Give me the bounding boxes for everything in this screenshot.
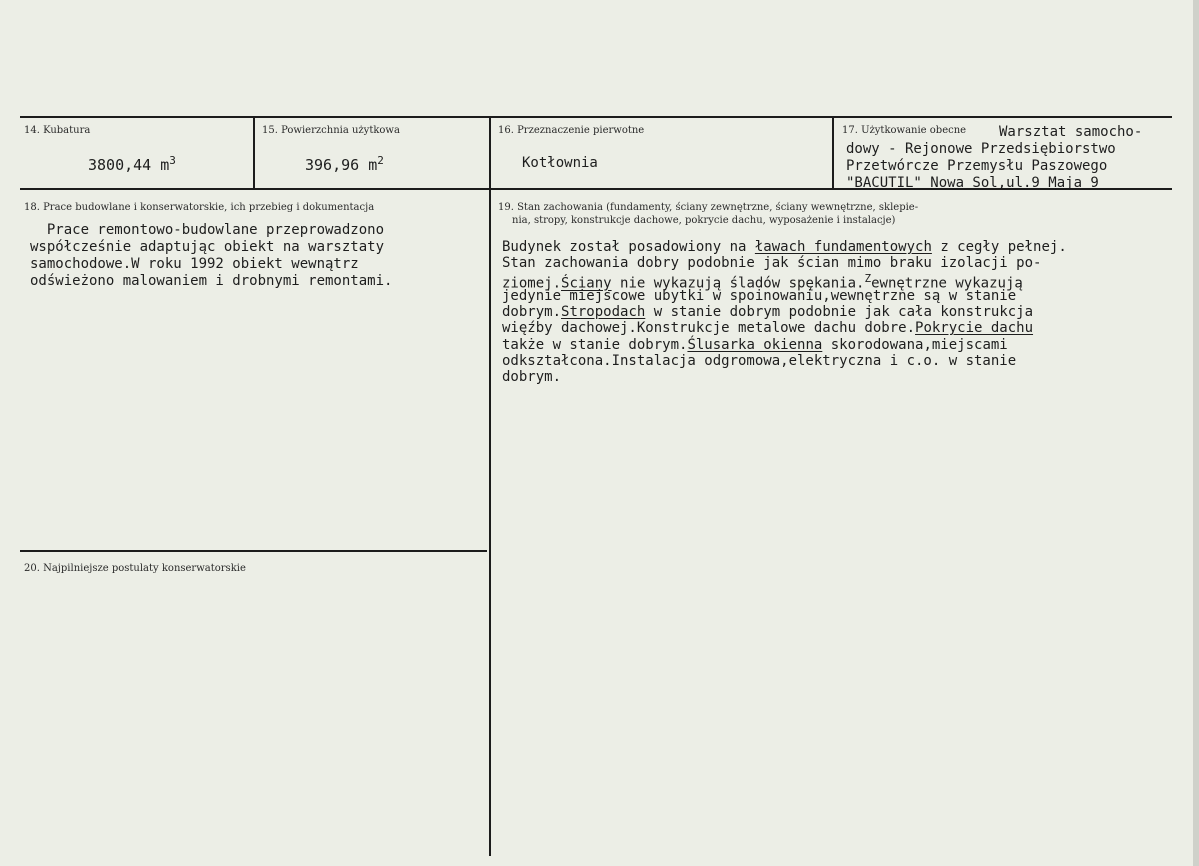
stan-label-line2: nia, stropy, konstrukcje dachowe, pokrycie dachu, wyposażenie i instalacje): [512, 215, 896, 226]
stan-line2: Stan zachowania dobry podobnie jak ścian mimo braku izolacji po-: [502, 255, 1042, 271]
stan-label-line1: 19. Stan zachowania (fundamenty, ściany zewnętrzne, ściany wewnętrzne, sklepie-: [498, 202, 919, 213]
prace-line4: odświeżono malowaniem i drobnymi remontami.: [30, 273, 393, 289]
section-rule: [20, 550, 487, 552]
prace-line2: współcześnie adaptując obiekt na warsztaty: [30, 239, 385, 255]
uzytkowanie-label: 17. Użytkowanie obecne: [842, 125, 967, 136]
stan-line5: dobrym.Stropodach w stanie dobrym podobnie jak cała konstrukcja: [502, 304, 1034, 320]
uzytkowanie-line2: dowy - Rejonowe Przedsiębiorstwo: [846, 141, 1116, 157]
powierzchnia-value: 396,96 $m^2$: [305, 154, 384, 174]
col-divider-3: [832, 116, 834, 190]
stan-line3: ziomej.Ściany nie wykazują śladów spękania.$^Z$ewnętrzne wykazują: [502, 272, 1023, 292]
uzytkowanie-line3: Przetwórcze Przemysłu Paszowego: [846, 158, 1108, 174]
prace-line3: samochodowe.W roku 1992 obiekt wewnątrz: [30, 256, 359, 272]
top-rule: [20, 116, 1172, 118]
stan-line1: Budynek został posadowiony na ławach fundamentowych z cegły pełnej.: [502, 239, 1067, 255]
uzytkowanie-line4: "BACUTIL" Nowa Sol,ul.9 Maja 9: [846, 175, 1099, 191]
col-divider-2: [489, 116, 491, 856]
kubatura-label: 14. Kubatura: [24, 125, 91, 136]
stan-line6: więźby dachowej.Konstrukcje metalowe dachu dobre.Pokrycie dachu: [502, 320, 1034, 336]
prace-label: 18. Prace budowlane i konserwatorskie, ich przebieg i dokumentacja: [24, 202, 375, 213]
powierzchnia-label: 15. Powierzchnia użytkowa: [262, 125, 400, 136]
stan-line4: jedynie miejscowe ubytki w spoinowaniu,wewnętrzne są w stanie: [502, 288, 1017, 304]
przeznaczenie-value: Kotłownia: [522, 155, 598, 171]
przeznaczenie-label: 16. Przeznaczenie pierwotne: [498, 125, 645, 136]
card-edge: [1193, 0, 1199, 866]
uzytkowanie-line1: Warsztat samocho-: [999, 124, 1143, 140]
stan-line9: dobrym.: [502, 369, 562, 385]
postulaty-label: 20. Najpilniejsze postulaty konserwatorskie: [24, 563, 246, 574]
col-divider-1: [253, 116, 255, 190]
prace-line1: Prace remontowo-budowlane przeprowadzono: [30, 222, 385, 238]
stan-line8: odkształcona.Instalacja odgromowa,elektryczna i c.o. w stanie: [502, 353, 1017, 369]
kubatura-value: 3800,44 $m^3$: [88, 154, 176, 174]
stan-line7: także w stanie dobrym.Ślusarka okienna skorodowana,miejscami: [502, 337, 1008, 353]
